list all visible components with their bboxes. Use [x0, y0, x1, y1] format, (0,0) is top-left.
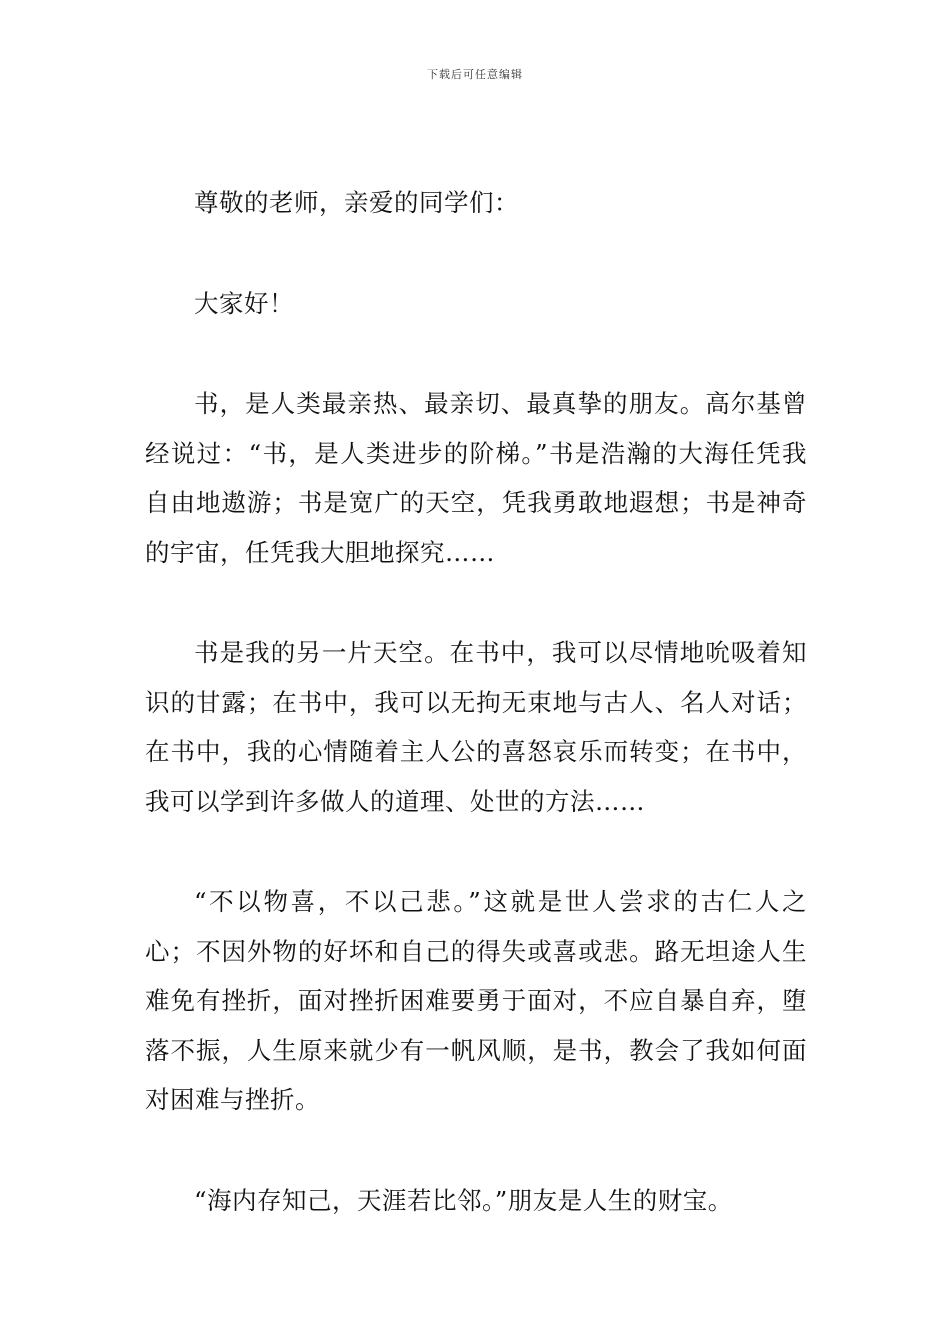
paragraph-spacer	[145, 328, 807, 379]
paragraph-spacer	[145, 826, 807, 877]
body-paragraph-3: “不以物喜，不以己悲。”这就是世人尝求的古仁人之心；不因外物的好坏和自己的得失或喜或悲。路无坦途人生难免有挫折，面对挫折困难要勇于面对，不应自暴自弃，堕落不振，人生原来就少有一帆风顺，是书，教会了我如何面对困难与挫折。	[145, 887, 807, 1114]
salutation-paragraph: 尊敬的老师，亲爱的同学们：	[194, 188, 519, 217]
paragraph-spacer	[145, 577, 807, 628]
body-paragraph-2: 书是我的另一片天空。在书中，我可以尽情地吮吸着知识的甘露；在书中，我可以无拘无束地与古人、名人对话；在书中，我的心情随着主人公的喜怒哀乐而转变；在书中，我可以学到许多做人的道理、处世的方法……	[145, 638, 807, 816]
body-paragraph-1: 书，是人类最亲热、最亲切、最真挚的朋友。高尔基曾经说过：“书，是人类进步的阶梯。”书是浩瀚的大海任凭我自由地遨游；书是宽广的天空，凭我勇敢地遐想；书是神奇的宇宙，任凭我大胆地探究……	[145, 389, 807, 567]
header-note: 下载后可任意编辑	[427, 68, 523, 81]
body-paragraph-4: “海内存知己，天涯若比邻。”朋友是人生的财宝。	[194, 1185, 733, 1215]
document-body	[145, 178, 807, 1225]
paragraph-spacer	[145, 1125, 807, 1176]
greeting-paragraph: 大家好！	[194, 288, 294, 318]
paragraph-spacer	[145, 228, 807, 279]
